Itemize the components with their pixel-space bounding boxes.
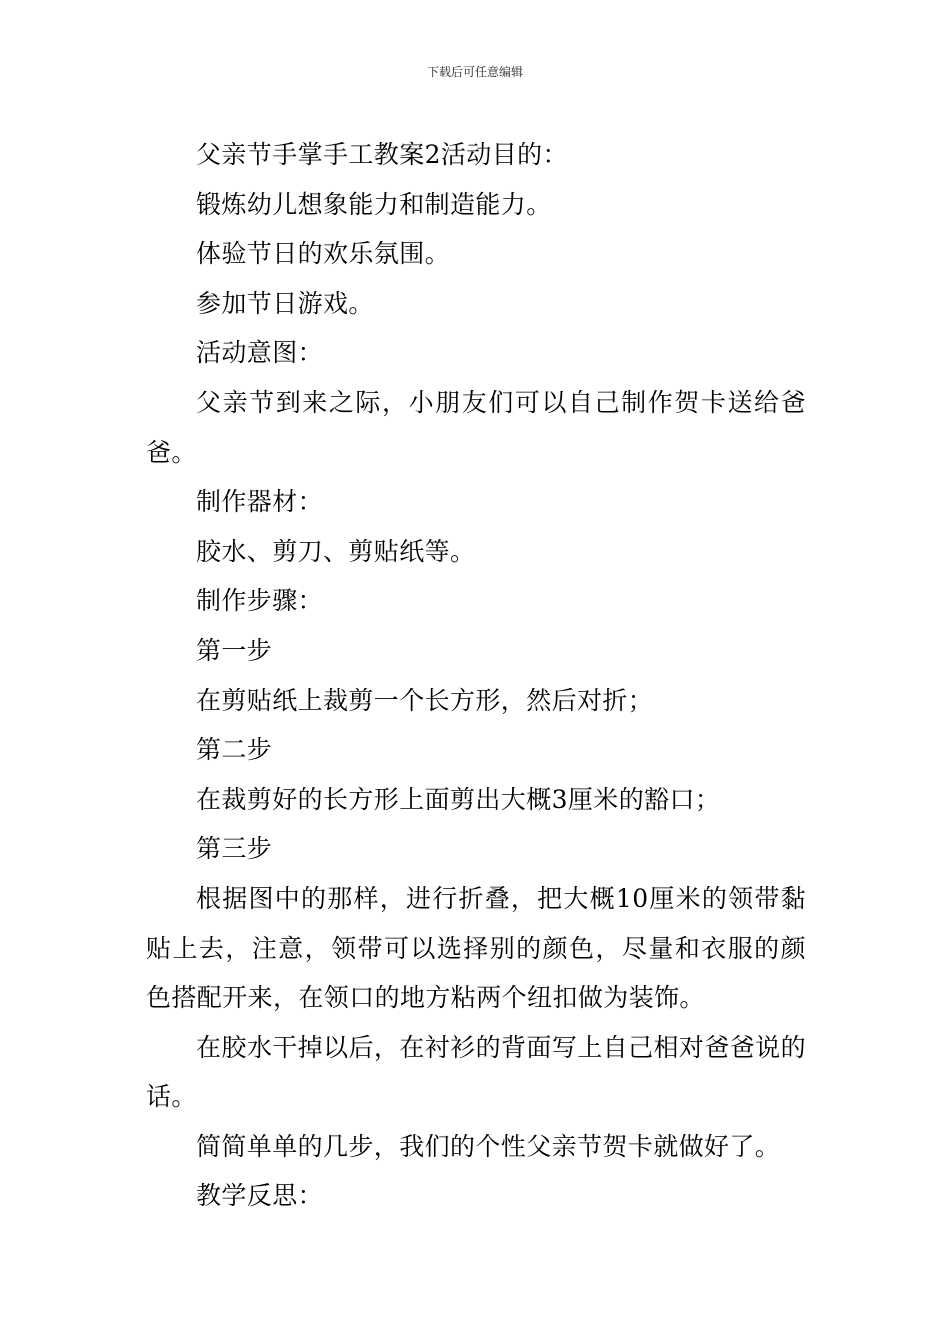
paragraph: 活动意图： xyxy=(196,338,324,368)
paragraph: 第三步 xyxy=(196,834,273,864)
paragraph: 教学反思： xyxy=(196,1181,324,1211)
paragraph: 在胶水干掉以后，在衬衫的背面写上自己相对爸爸说的话。 xyxy=(146,1032,806,1112)
paragraph: 锻炼幼儿想象能力和制造能力。 xyxy=(196,189,552,219)
paragraph: 第一步 xyxy=(196,635,273,665)
paragraph: 简简单单的几步，我们的个性父亲节贺卡就做好了。 xyxy=(196,1131,781,1161)
page-header: 下载后可任意编辑 xyxy=(426,65,523,79)
paragraph: 父亲节到来之际，小朋友们可以自己制作贺卡送给爸爸。 xyxy=(146,387,806,467)
paragraph: 根据图中的那样，进行折叠，把大概10厘米的领带黏贴上去，注意，领带可以选择别的颜色，尽量和衣服的颜色搭配开来，在领口的地方粘两个纽扣做为装饰。 xyxy=(146,883,806,1013)
paragraph: 制作器材： xyxy=(196,487,324,517)
paragraph: 在裁剪好的长方形上面剪出大概3厘米的豁口； xyxy=(196,784,721,814)
document-body xyxy=(146,130,806,1221)
paragraph: 父亲节手掌手工教案2活动目的： xyxy=(196,140,568,169)
paragraph: 制作步骤： xyxy=(196,586,324,616)
paragraph: 参加节日游戏。 xyxy=(196,288,374,318)
paragraph: 胶水、剪刀、剪贴纸等。 xyxy=(196,536,476,566)
paragraph: 在剪贴纸上裁剪一个长方形，然后对折； xyxy=(196,685,654,715)
paragraph: 体验节日的欢乐氛围。 xyxy=(196,239,451,269)
paragraph: 第二步 xyxy=(196,735,273,765)
